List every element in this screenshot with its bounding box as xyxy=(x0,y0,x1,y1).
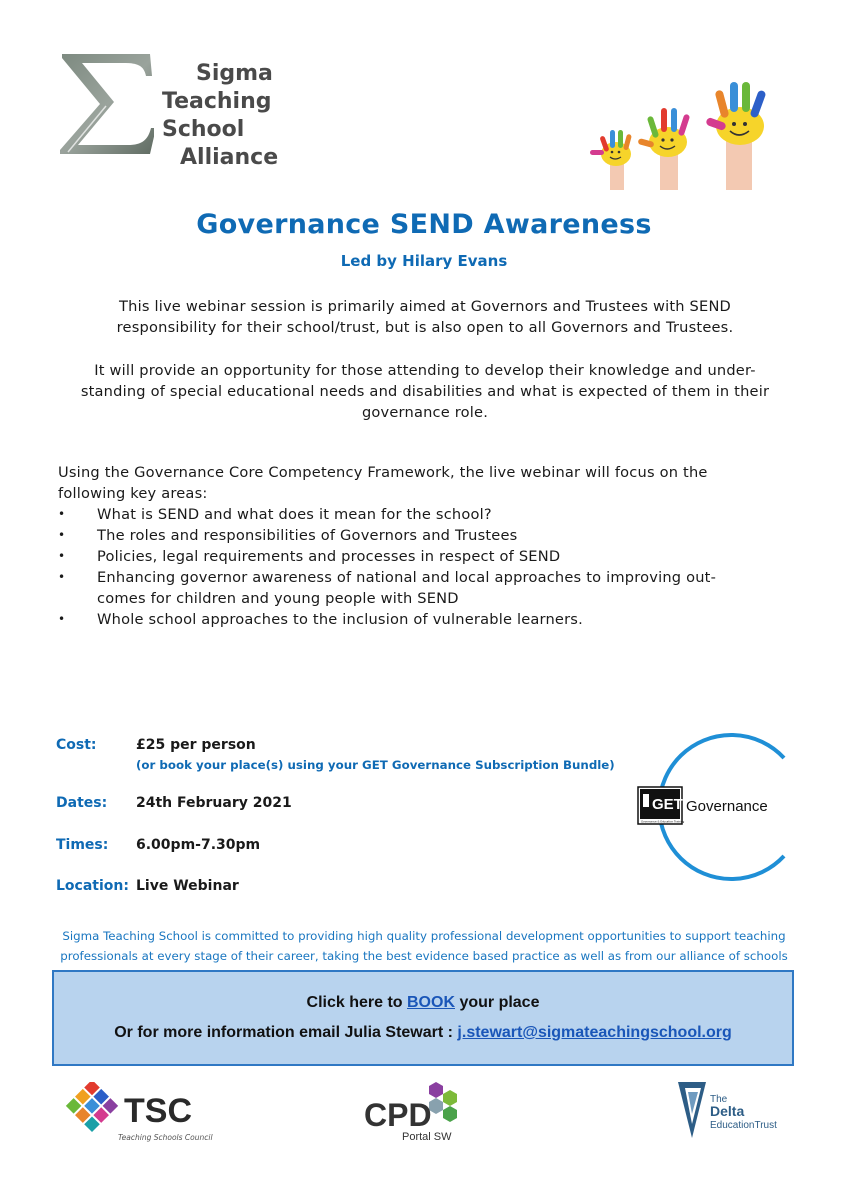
bullet-icon: • xyxy=(58,507,66,521)
email-link[interactable]: j.stewart@sigmateachingschool.org xyxy=(457,1024,732,1041)
list-item xyxy=(58,609,788,630)
dates-value: 24th February 2021 xyxy=(136,795,292,811)
book-line xyxy=(54,994,792,1012)
list-item xyxy=(58,504,788,525)
cost-label: Cost: xyxy=(56,737,97,753)
sigma-logo xyxy=(58,52,338,170)
contact-prefix: Or for more information email Julia Stewart : xyxy=(114,1024,458,1041)
list-item-text: Whole school approaches to the inclusion of vulnerable learners. xyxy=(97,611,583,628)
delta-line-2: Delta xyxy=(710,1103,745,1119)
bullet-icon: • xyxy=(58,528,66,542)
delta-line-3: EducationTrust xyxy=(710,1120,777,1131)
contact-line xyxy=(54,1024,792,1042)
intro-p1-line: responsibility for their school/trust, but is also open to all Governors and Trustees. xyxy=(116,319,734,336)
list-item-text: What is SEND and what does it mean for the school? xyxy=(97,506,492,523)
location-value: Live Webinar xyxy=(136,878,239,894)
tsc-logo xyxy=(64,1082,224,1144)
commitment-line: Sigma Teaching School is committed to providing high quality professional development opportunities to support teaching xyxy=(62,929,786,943)
delta-line-1: The xyxy=(710,1094,728,1105)
sigma-icon xyxy=(58,52,154,156)
sigma-logo-text xyxy=(162,60,338,172)
bullet-icon: • xyxy=(58,549,66,563)
focus-intro xyxy=(58,462,778,504)
page-title: Governance SEND Awareness xyxy=(196,209,652,240)
cost-note: (or book your place(s) using your GET Governance Subscription Bundle) xyxy=(136,758,615,772)
key-areas-list xyxy=(58,504,788,630)
intro-p2-line: governance role. xyxy=(361,404,489,421)
focus-intro-line: Using the Governance Core Competency Framework, the live webinar will focus on the xyxy=(58,464,708,481)
dates-label: Dates: xyxy=(56,795,108,811)
large-hand xyxy=(705,82,766,190)
intro-p2-line: It will provide an opportunity for those attending to develop their knowledge and under- xyxy=(94,362,756,379)
book-prefix: Click here to xyxy=(306,994,407,1011)
cost-value: £25 per person xyxy=(136,737,256,753)
get-governance-logo xyxy=(634,728,790,886)
booking-panel xyxy=(52,970,794,1066)
cpd-portal-logo xyxy=(364,1078,484,1144)
delta-education-trust-logo xyxy=(676,1080,786,1142)
logo-line-3: Alliance xyxy=(180,145,279,170)
times-value: 6.00pm-7.30pm xyxy=(136,837,261,853)
painted-hands-image xyxy=(588,78,788,190)
get-mark-text: GET xyxy=(652,796,683,813)
list-item xyxy=(58,546,788,567)
presenter-subtitle: Led by Hilary Evans xyxy=(340,252,508,270)
book-suffix: your place xyxy=(455,994,540,1011)
get-tagline: Governance & Education Training xyxy=(641,820,685,824)
cpd-name: CPD xyxy=(364,1097,432,1133)
tsc-name: TSC xyxy=(124,1092,192,1130)
cpd-sub: Portal SW xyxy=(402,1131,452,1143)
commitment-line: professionals at every stage of their career, taking the best evidence based practice as well as from our alliance of schools xyxy=(60,949,788,963)
small-hand xyxy=(590,130,632,190)
list-item xyxy=(58,525,788,546)
focus-intro-line: following key areas: xyxy=(58,485,208,502)
bullet-icon: • xyxy=(58,570,66,584)
location-label: Location: xyxy=(56,878,129,894)
commitment-statement xyxy=(50,926,798,966)
bullet-icon: • xyxy=(58,612,66,626)
get-word: Governance xyxy=(686,798,768,815)
intro-paragraph-1 xyxy=(60,296,790,338)
intro-p1-line: This live webinar session is primarily aimed at Governors and Trustees with SEND xyxy=(119,298,731,315)
list-item-text: The roles and responsibilities of Governors and Trustees xyxy=(97,527,518,544)
times-label: Times: xyxy=(56,837,109,853)
intro-p2-line: standing of special educational needs and disabilities and what is expected of them in their xyxy=(80,383,770,400)
intro-paragraph-2 xyxy=(60,360,790,423)
book-link[interactable]: BOOK xyxy=(407,994,455,1011)
medium-hand xyxy=(637,108,690,190)
tsc-sub: Teaching Schools Council xyxy=(118,1133,213,1142)
list-item-text-line: comes for children and young people with SEND xyxy=(97,590,459,607)
logo-line-2: Teaching School xyxy=(162,89,272,142)
list-item xyxy=(58,567,788,609)
list-item-text-line: Enhancing governor awareness of national and local approaches to improving out- xyxy=(97,569,717,586)
list-item-text: Policies, legal requirements and processes in respect of SEND xyxy=(97,548,561,565)
logo-line-1: Sigma xyxy=(196,61,273,86)
